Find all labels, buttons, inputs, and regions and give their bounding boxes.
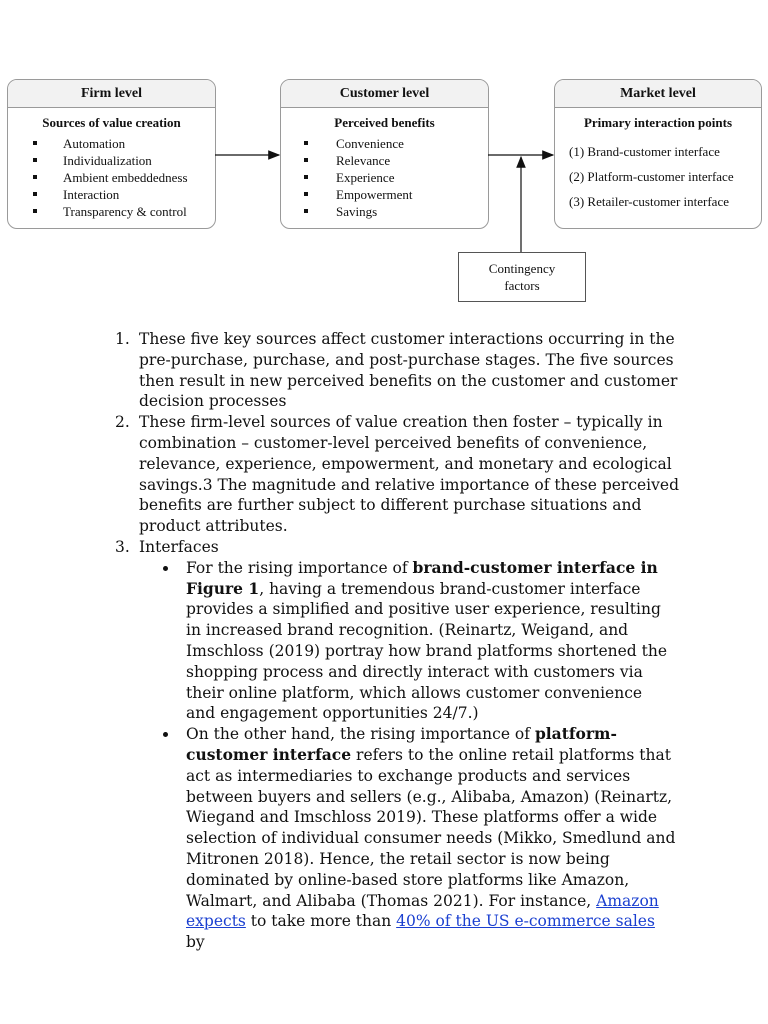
list-item-2 bbox=[0, 412, 679, 537]
customer-level-title: Customer level bbox=[281, 80, 488, 108]
list-item: Empowerment bbox=[281, 186, 488, 203]
amazon-expects-link[interactable]: Amazon expects bbox=[186, 891, 659, 931]
bullet-platform-customer: On the other hand, the rising importance of platform-customer interface refers to the online retail platforms that act as intermediaries to exchange products and services between buyers and sellers (e.g., Alibaba, Amazon) (Reinartz, Wiegand and Imschloss 2019). These platforms offer a wide selection of individual consumer needs (Mikko, Smedlund and Mitronen 2018). Hence, the retail sector is now being dominated by online-based store platforms like Amazon, Walmart, and Alibaba (Thomas 2021). For instance, Amazon expects to take more than 40% of the US e-commerce sales by bbox=[0, 724, 676, 953]
square-bullet-icon bbox=[33, 209, 37, 213]
list-number: 2. bbox=[115, 413, 130, 432]
square-bullet-icon bbox=[304, 158, 308, 162]
market-level-box bbox=[554, 79, 762, 229]
list-item: Savings bbox=[281, 203, 488, 220]
bullet-brand-customer: For the rising importance of brand-customer interface in Figure 1, having a tremendous brand-customer interface provides a simplified and positive user experience, resulting in increased brand recognition. (Reinartz, Weigand, and Imschloss (2019) portray how brand platforms shortened the shopping process and directly interact with customers via their online platform, which allows customer convenience and engagement opportunities 24/7.) bbox=[0, 558, 676, 724]
list-item: Automation bbox=[8, 135, 215, 152]
list-item: Experience bbox=[281, 169, 488, 186]
square-bullet-icon bbox=[304, 141, 308, 145]
square-bullet-icon bbox=[33, 192, 37, 196]
list-item: (2) Platform-customer interface bbox=[569, 169, 734, 184]
interfaces-bullets bbox=[0, 558, 768, 953]
list-item-3 bbox=[0, 537, 679, 558]
list-item: Transparency & control bbox=[8, 203, 215, 220]
list-item: Convenience bbox=[281, 135, 488, 152]
list-number: 3. bbox=[115, 537, 130, 556]
firm-level-box bbox=[7, 79, 216, 229]
bullet-icon bbox=[163, 566, 168, 571]
list-item-text: These five key sources affect customer interactions occurring in the pre-purchase, purchase, and post-purchase stages. The five sources then result in new perceived benefits on the customer and customer decision processes bbox=[139, 330, 678, 411]
market-level-list bbox=[569, 139, 761, 214]
market-level-subtitle: Primary interaction points bbox=[583, 115, 733, 130]
list-item-text: Interfaces bbox=[139, 537, 219, 556]
bold-term: platform-customer interface bbox=[186, 724, 617, 764]
bullet-icon bbox=[163, 732, 168, 737]
list-item-text: These firm-level sources of value creation then foster – typically in combination – customer-level perceived benefits of convenience, relevance, experience, empowerment, and monetary and ecological savings.3 The magnitude and relative importance of these perceived benefits are further subject to different purchase situations and product attributes. bbox=[139, 413, 679, 536]
contingency-factors-box bbox=[458, 252, 586, 302]
customer-level-subtitle: Perceived benefits bbox=[334, 115, 435, 130]
contingency-line2: factors bbox=[504, 278, 540, 293]
square-bullet-icon bbox=[304, 175, 308, 179]
list-number: 1. bbox=[115, 330, 130, 348]
list-item: (3) Retailer-customer interface bbox=[569, 194, 729, 209]
customer-level-list bbox=[281, 135, 488, 220]
firm-level-list bbox=[8, 135, 215, 220]
market-level-title: Market level bbox=[555, 80, 761, 108]
list-item: Interaction bbox=[8, 186, 215, 203]
list-item: (1) Brand-customer interface bbox=[569, 144, 720, 159]
square-bullet-icon bbox=[33, 158, 37, 162]
bold-term: brand-customer interface in Figure 1 bbox=[186, 557, 658, 598]
customer-level-box bbox=[280, 79, 489, 229]
list-item: Relevance bbox=[281, 152, 488, 169]
document-body bbox=[0, 329, 768, 953]
square-bullet-icon bbox=[304, 209, 308, 213]
contingency-line1: Contingency bbox=[488, 261, 556, 276]
list-item-1 bbox=[0, 329, 679, 412]
firm-level-subtitle: Sources of value creation bbox=[42, 115, 181, 130]
list-item: Ambient embeddedness bbox=[8, 169, 215, 186]
square-bullet-icon bbox=[33, 175, 37, 179]
square-bullet-icon bbox=[304, 192, 308, 196]
firm-level-title: Firm level bbox=[8, 80, 215, 108]
square-bullet-icon bbox=[33, 141, 37, 145]
us-ecommerce-sales-link[interactable]: 40% of the US e-commerce sales bbox=[396, 912, 655, 931]
list-item: Individualization bbox=[8, 152, 215, 169]
